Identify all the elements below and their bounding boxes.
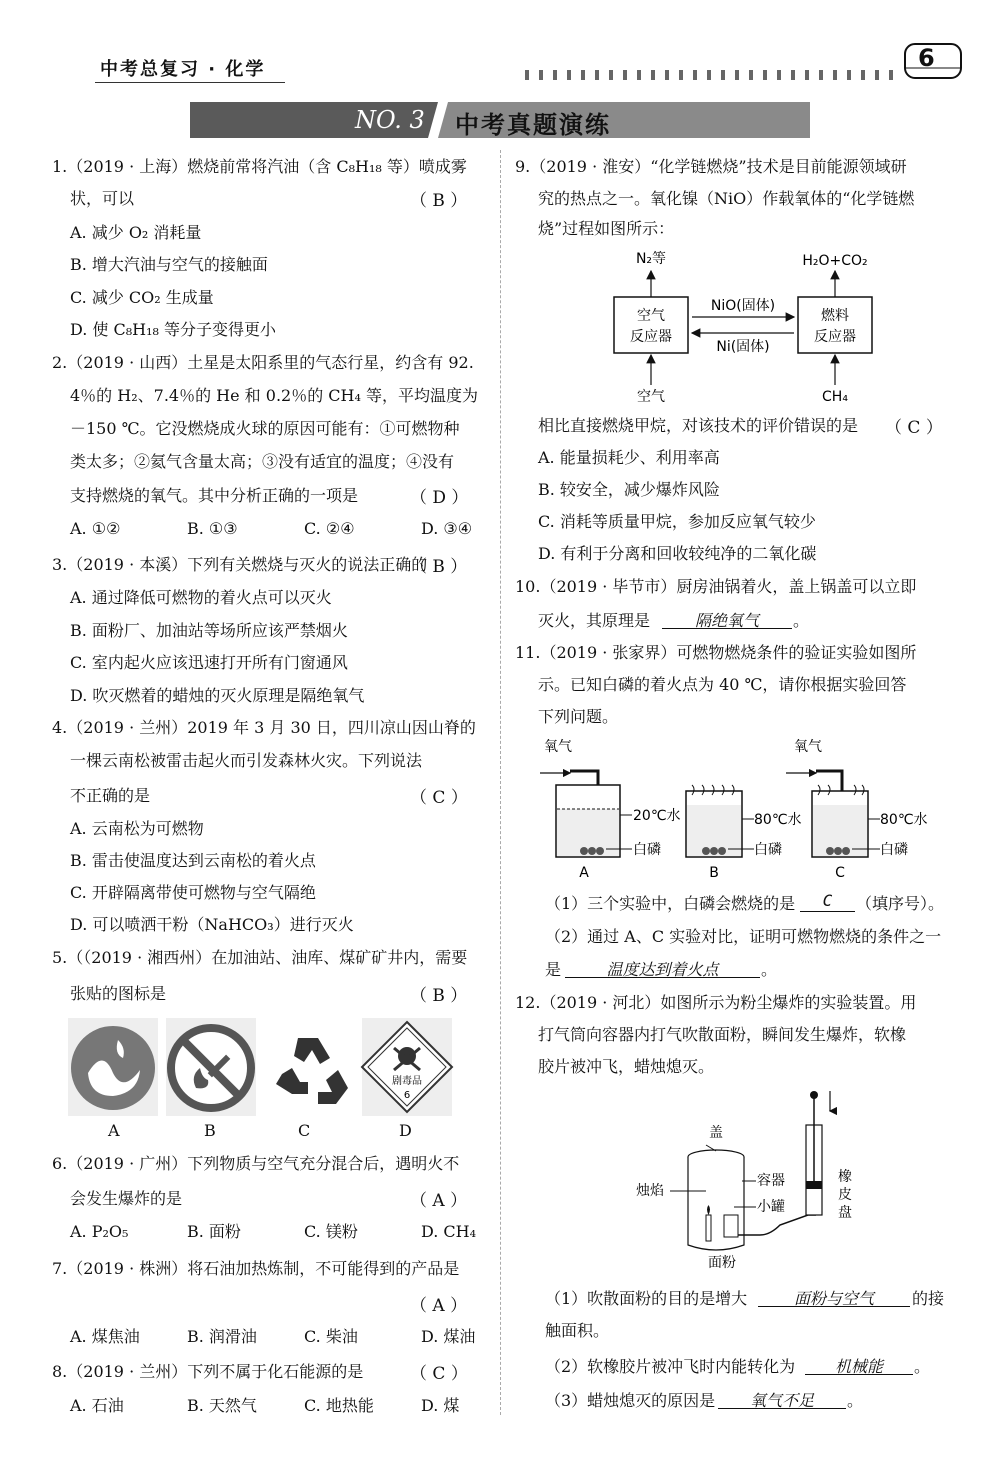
q1-option-d: D. 使 C₈H₁₈ 等分子变得更小 — [70, 320, 277, 339]
can-label: 小罐 — [757, 1199, 785, 1215]
q6-option-c: C. 镁粉 — [304, 1222, 358, 1241]
q8-option-d: D. 煤 — [421, 1396, 460, 1415]
q12-sub3: （3）蜡烛熄灭的原因是 — [545, 1391, 716, 1410]
fig-c-oxygen-label: 氧气 — [794, 739, 822, 755]
q5-label-c: C — [298, 1121, 311, 1140]
white-phosphorus-experiment — [540, 735, 940, 885]
q4-line2: 一棵云南松被雷击起火而引发森林火灾。下列说法 — [70, 751, 423, 770]
q3-answer: （ B ） — [410, 557, 468, 577]
q8-answer: （ C ） — [410, 1364, 468, 1384]
lid-label: 盖 — [709, 1125, 723, 1141]
q5-label-b: B — [204, 1121, 216, 1140]
q1-option-a: A. 减少 O₂ 消耗量 — [70, 223, 202, 242]
fig-a-oxygen-label: 氧气 — [544, 739, 572, 755]
q9-line3: 烧”过程如图所示： — [538, 219, 675, 238]
q8-option-a: A. 石油 — [70, 1396, 124, 1415]
q12-sub3-period: 。 — [847, 1391, 864, 1410]
q5-signs — [68, 1018, 458, 1118]
q2-option-a: A. ①② — [70, 519, 121, 538]
banner-title: 中考真题演练 — [455, 111, 611, 139]
q1-option-c: C. 减少 CO₂ 生成量 — [70, 288, 214, 307]
n2-label: N₂等 — [635, 251, 667, 267]
container-label: 容器 — [757, 1173, 785, 1189]
q12-sub3-blank: 氧气不足 — [718, 1388, 846, 1409]
q9-line1: 9.（2019 · 淮安）“化学链燃烧”技术是目前能源领域研 — [515, 157, 907, 176]
q8-option-c: C. 地热能 — [304, 1396, 374, 1415]
q5-answer: （ B ） — [410, 986, 468, 1006]
rubber-label-2: 皮 — [838, 1187, 852, 1203]
q2-option-b: B. ①③ — [187, 519, 238, 538]
column-divider — [500, 150, 501, 1415]
header-rule — [95, 82, 285, 83]
page-number: 6 — [918, 44, 935, 72]
q1-answer: （ B ） — [410, 191, 468, 211]
q4-line1: 4.（2019 · 兰州）2019 年 3 月 30 日，四川凉山因山脊的 — [52, 718, 476, 737]
q4-option-b: B. 雷击使温度达到云南松的着火点 — [70, 851, 316, 870]
q9-answer: （ C ） — [885, 418, 943, 438]
rubber-label-3: 盘 — [838, 1205, 852, 1221]
fuel-reactor-line1: 燃料 — [821, 308, 849, 324]
q1-line1: 1.（2019 · 上海）燃烧前常将汽油（含 C₈H₁₈ 等）喷成雾 — [52, 157, 467, 176]
q5-line1: 5.（（2019 · 湘西州）在加油站、油库、煤矿矿井内，需要 — [52, 948, 468, 967]
q6-option-d: D. CH₄ — [421, 1222, 477, 1241]
q7-option-a: A. 煤焦油 — [70, 1327, 140, 1346]
q4-option-c: C. 开辟隔离带使可燃物与空气隔绝 — [70, 883, 316, 902]
air-input-label: 空气 — [637, 389, 665, 405]
flame-label: 烛焰 — [636, 1183, 664, 1199]
q6-line2: 会发生爆炸的是 — [70, 1189, 183, 1208]
q12-line2: 打气筒向容器内打气吹散面粉，瞬间发生爆炸，软橡 — [538, 1025, 907, 1044]
fig-label-b: B — [709, 865, 719, 881]
q8-line1: 8.（2019 · 兰州）下列不属于化石能源的是 — [52, 1362, 364, 1381]
q3-option-d: D. 吹灭燃着的蜡烛的灭火原理是隔绝氧气 — [70, 686, 365, 705]
q12-sub1-blank: 面粉与空气 — [758, 1286, 910, 1307]
q12-line1: 12.（2019 · 河北）如图所示为粉尘爆炸的实验装置。用 — [515, 993, 917, 1012]
q12-sub2-period: 。 — [914, 1357, 931, 1376]
toxic-sign-number: 6 — [403, 1090, 411, 1101]
q10-period: 。 — [793, 611, 810, 630]
q11-sub1-blank: C — [800, 891, 855, 912]
q11-sub2-blank: 温度达到着火点 — [565, 957, 760, 978]
rubber-label-1: 橡 — [838, 1169, 852, 1185]
q9-option-b: B. 较安全，减少爆炸风险 — [538, 480, 720, 499]
q12-sub1: （1）吹散面粉的目的是增大 — [545, 1289, 748, 1308]
q11-line3: 下列问题。 — [538, 707, 619, 726]
q3-line1: 3.（2019 · 本溪）下列有关燃烧与灭火的说法正确的 — [52, 555, 428, 574]
q2-line2: 4％的 H₂、7.4％的 He 和 0.2％的 CH₄ 等，平均温度为 — [70, 386, 478, 405]
q5-label-a: A — [108, 1121, 120, 1140]
q7-option-d: D. 煤油 — [421, 1327, 476, 1346]
header-dots — [525, 70, 895, 80]
q11-line1: 11.（2019 · 张家界）可燃物燃烧条件的验证实验如图所 — [515, 643, 917, 662]
air-reactor-line1: 空气 — [637, 308, 665, 324]
q8-option-b: B. 天然气 — [187, 1396, 257, 1415]
q3-option-c: C. 室内起火应该迅速打开所有门窗通风 — [70, 653, 348, 672]
q12-sub1-tail: 的接 — [912, 1289, 945, 1308]
q2-option-c: C. ②④ — [304, 519, 355, 538]
q11-sub2: （2）通过 A、C 实验对比，证明可燃物燃烧的条件之一 — [545, 927, 942, 946]
fig-a-water-label: 20℃水 — [633, 808, 681, 824]
q6-option-b: B. 面粉 — [187, 1222, 241, 1241]
q2-line5: 支持燃烧的氧气。其中分析正确的一项是 — [70, 486, 359, 505]
q12-sub2-blank: 机械能 — [805, 1354, 913, 1375]
q9-line2: 究的热点之一。氧化镍（NiO）作载氧体的“化学链燃 — [538, 189, 915, 208]
sign-a-icon — [68, 1018, 158, 1116]
q4-option-a: A. 云南松为可燃物 — [70, 819, 204, 838]
q10-line2: 灭火，其原理是 — [538, 611, 651, 630]
sign-b-no-fire-icon — [166, 1018, 256, 1116]
q3-option-b: B. 面粉厂、加油站等场所应该严禁烟火 — [70, 621, 348, 640]
q7-line1: 7.（2019 · 株洲）将石油加热炼制，不可能得到的产品是 — [52, 1259, 460, 1278]
q12-line3: 胶片被冲飞，蜡烛熄灭。 — [538, 1057, 715, 1076]
q2-line4: 类太多；②氦气含量太高；③没有适宜的温度；④没有 — [70, 452, 455, 471]
banner-number: NO. 3 — [355, 106, 425, 134]
sign-d-toxic-icon — [362, 1018, 452, 1116]
q6-answer: （ A ） — [410, 1191, 468, 1211]
ni-arrow-label: Ni(固体) — [716, 339, 770, 355]
fuel-reactor-line2: 反应器 — [814, 329, 856, 345]
q12-sub2: （2）软橡胶片被冲飞时内能转化为 — [545, 1357, 796, 1376]
q11-sub2-period: 。 — [761, 960, 778, 979]
fig-label-a: A — [579, 865, 589, 881]
q1-option-b: B. 增大汽油与空气的接触面 — [70, 255, 268, 274]
q2-option-d: D. ③④ — [421, 519, 473, 538]
q7-answer: （ A ） — [410, 1296, 468, 1316]
q11-sub1-tail: （填序号）。 — [856, 894, 945, 913]
q9-stem: 相比直接燃烧甲烷，对该技术的评价错误的是 — [538, 416, 859, 435]
q5-line2: 张贴的图标是 — [70, 984, 167, 1003]
q10-line1: 10.（2019 · 毕节市）厨房油锅着火，盖上锅盖可以立即 — [515, 577, 917, 596]
nio-arrow-label: NiO(固体) — [710, 298, 776, 314]
fig-c-phosphorus-label: 白磷 — [880, 842, 908, 858]
chemical-looping-diagram — [600, 245, 900, 405]
header-title: 中考总复习 · 化学 — [100, 59, 266, 80]
dust-explosion-apparatus — [630, 1085, 890, 1275]
fig-b-phosphorus-label: 白磷 — [754, 842, 782, 858]
q4-option-d: D. 可以喷洒干粉（NaHCO₃）进行灭火 — [70, 915, 354, 934]
q12-sub1-line2: 触面积。 — [545, 1321, 610, 1340]
q10-answer-blank: 隔绝氧气 — [662, 608, 792, 629]
q4-line3: 不正确的是 — [70, 786, 151, 805]
fig-label-c: C — [835, 865, 845, 881]
q6-option-a: A. P₂O₅ — [70, 1222, 129, 1241]
q9-option-c: C. 消耗等质量甲烷，参加反应氧气较少 — [538, 512, 816, 531]
q9-option-a: A. 能量损耗少、利用率高 — [538, 448, 720, 467]
q11-sub2-line2: 是 — [545, 960, 562, 979]
air-reactor-line2: 反应器 — [630, 329, 672, 345]
q11-line2: 示。已知白磷的着火点为 40 ℃，请你根据实验回答 — [538, 675, 907, 694]
q3-option-a: A. 通过降低可燃物的着火点可以灭火 — [70, 588, 332, 607]
h2o-co2-label: H₂O+CO₂ — [802, 253, 868, 269]
q7-option-c: C. 柴油 — [304, 1327, 358, 1346]
sign-c-recycle-icon — [264, 1018, 354, 1116]
fig-b-water-label: 80℃水 — [754, 812, 802, 828]
ch4-input-label: CH₄ — [822, 389, 848, 405]
q2-line3: －150 ℃。它没燃烧成火球的原因可能有：①可燃物种 — [70, 419, 460, 438]
fig-c-water-label: 80℃水 — [880, 812, 928, 828]
q1-line2: 状，可以 — [70, 189, 135, 208]
toxic-sign-text: 剧毒品 — [392, 1076, 422, 1087]
fig-a-phosphorus-label: 白磷 — [633, 842, 661, 858]
q6-line1: 6.（2019 · 广州）下列物质与空气充分混合后，遇明火不 — [52, 1154, 460, 1173]
q4-answer: （ C ） — [410, 788, 468, 808]
q5-label-d: D — [399, 1121, 412, 1140]
q2-answer: （ D ） — [410, 488, 469, 508]
q2-line1: 2.（2019 · 山西）土星是太阳系里的气态行星，约含有 92. — [52, 353, 474, 372]
q11-sub1: （1）三个实验中，白磷会燃烧的是 — [545, 894, 796, 913]
flour-label: 面粉 — [708, 1255, 736, 1271]
page-number-badge — [895, 38, 975, 82]
q7-option-b: B. 润滑油 — [187, 1327, 257, 1346]
q9-option-d: D. 有利于分离和回收较纯净的二氧化碳 — [538, 544, 817, 563]
